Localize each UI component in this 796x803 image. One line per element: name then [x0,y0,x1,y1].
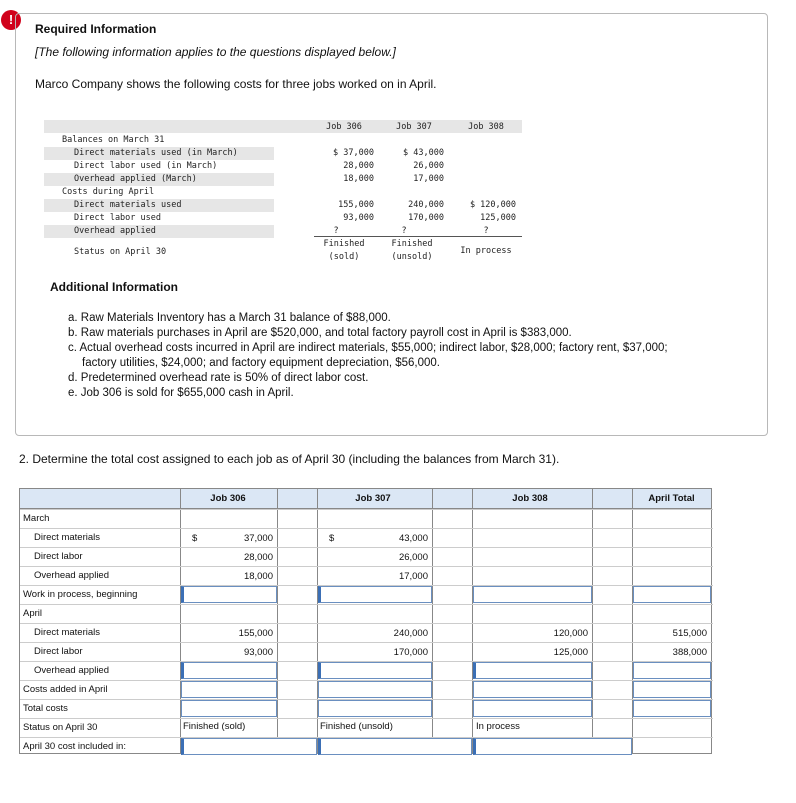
value-cell: ? [333,226,339,236]
table-row: Direct materials used [44,199,274,212]
select-job306-included-in[interactable] [181,738,317,755]
input-total-wip-beginning[interactable] [633,586,711,603]
row-april: April [20,604,713,623]
total-rule [314,236,522,237]
additional-info-title: Additional Information [50,280,178,294]
list-item: factory utilities, $24,000; and factory equipment depreciation, $56,000. [82,357,441,369]
status-cell: Finished [323,239,365,249]
row-overhead-applied-april: Overhead applied [20,661,713,680]
value-cell: 18,000 [243,571,273,582]
input-job307-total-costs[interactable] [318,700,432,717]
header-job-308: Job 308 [468,122,504,132]
section-costs: Costs during April [62,187,155,197]
row-costs-added: Costs added in April [20,680,713,699]
select-job307-included-in[interactable] [318,738,472,755]
value-cell: 28,000 [343,161,374,171]
input-job306-wip-beginning[interactable] [181,586,277,603]
row-total-costs: Total costs [20,699,713,718]
value-cell: 170,000 [408,213,444,223]
value-cell: 28,000 [243,552,273,563]
intro-text: Marco Company shows the following costs for three jobs worked on in April. [35,77,437,91]
status-cell: In process [460,246,512,256]
value-cell: 93,000 [243,647,273,658]
input-total-overhead-april[interactable] [633,662,711,679]
status-job307: Finished (unsold) [320,721,393,732]
header-april-total: April Total [648,493,695,504]
row-direct-labor-april: Direct labor [20,642,713,661]
header-job-307: Job 307 [355,493,391,504]
value-cell: 515,000 [672,628,707,639]
status-job308: In process [476,721,520,732]
required-info-title: Required Information [35,22,157,36]
value-cell: $ 37,000 [333,148,374,158]
value-cell: 18,000 [343,174,374,184]
value-cell: 155,000 [238,628,273,639]
value-cell: 17,000 [413,174,444,184]
value-cell: $ 120,000 [469,200,516,210]
table-row: Direct materials used (in March) [44,147,274,160]
list-item: a. Raw Materials Inventory has a March 31 balance of $88,000. [68,312,391,324]
value-cell: 240,000 [408,200,444,210]
dollar-sign: $ [192,533,198,544]
value-cell: ? [401,226,407,236]
row-cost-included: April 30 cost included in: [20,737,713,756]
input-job306-costs-added[interactable] [181,681,277,698]
jobs-table-header [44,120,522,133]
list-item: b. Raw materials purchases in April are $520,000, and total factory payroll cost in April is $383,000. [68,327,572,339]
input-job308-total-costs[interactable] [473,700,592,717]
value-cell: 26,000 [398,552,428,563]
value-cell: 26,000 [413,161,444,171]
input-job308-overhead-april[interactable] [473,662,592,679]
header-job-306: Job 306 [210,493,246,504]
input-job307-wip-beginning[interactable] [318,586,432,603]
value-cell: 125,000 [553,647,588,658]
input-job307-overhead-april[interactable] [318,662,432,679]
value-cell: 17,000 [398,571,428,582]
row-overhead-applied: Overhead applied [20,566,713,585]
select-job308-included-in[interactable] [473,738,632,755]
value-cell: 120,000 [553,628,588,639]
input-total-costs-added[interactable] [633,681,711,698]
table-row: Overhead applied (March) [44,173,274,186]
list-item: d. Predetermined overhead rate is 50% of direct labor cost. [68,372,369,384]
status-job306: Finished (sold) [183,721,246,732]
input-job306-total-costs[interactable] [181,700,277,717]
additional-info-list [68,311,758,401]
input-job308-costs-added[interactable] [473,681,592,698]
header-job-308: Job 308 [512,493,548,504]
row-march: March [20,509,713,528]
value-cell: 93,000 [343,213,374,223]
answer-grid [19,488,712,754]
table-row: Overhead applied [44,225,274,238]
value-cell: 170,000 [393,647,428,658]
value-cell: 37,000 [243,533,273,544]
header-job-306: Job 306 [326,122,362,132]
value-cell: 155,000 [338,200,374,210]
section-balances: Balances on March 31 [62,135,165,145]
value-cell: 125,000 [480,213,516,223]
value-cell: ? [483,226,489,236]
row-direct-materials: Direct materials [20,528,713,547]
header-job-307: Job 307 [396,122,432,132]
input-total-total-costs[interactable] [633,700,711,717]
input-job308-wip-beginning[interactable] [473,586,592,603]
dollar-sign: $ [329,533,335,544]
row-direct-labor: Direct labor [20,547,713,566]
question-text: 2. Determine the total cost assigned to each job as of April 30 (including the balances from March 31). [19,452,560,466]
table-row: Direct labor used (in March) [74,161,218,171]
row-wip-beginning: Work in process, beginning [20,585,713,604]
status-row: Status on April 30 [74,247,167,257]
value-cell: $ 43,000 [403,148,444,158]
input-job307-costs-added[interactable] [318,681,432,698]
alert-icon: ! [1,10,21,30]
value-cell: 43,000 [398,533,428,544]
status-cell: (unsold) [391,252,433,262]
required-info-note: [The following information applies to the questions displayed below.] [35,45,396,59]
value-cell: 240,000 [393,628,428,639]
row-status: Status on April 30 [20,718,713,737]
row-direct-materials-april: Direct materials [20,623,713,642]
input-job306-overhead-april[interactable] [181,662,277,679]
status-cell: Finished [391,239,433,249]
status-cell: (sold) [328,252,360,262]
table-row: Direct labor used [74,213,161,223]
value-cell: 388,000 [672,647,707,658]
list-item: c. Actual overhead costs incurred in April are indirect materials, $55,000; indirect labor, $28,000; factory rent, $37,000; [68,342,668,354]
list-item: e. Job 306 is sold for $655,000 cash in April. [68,387,294,399]
